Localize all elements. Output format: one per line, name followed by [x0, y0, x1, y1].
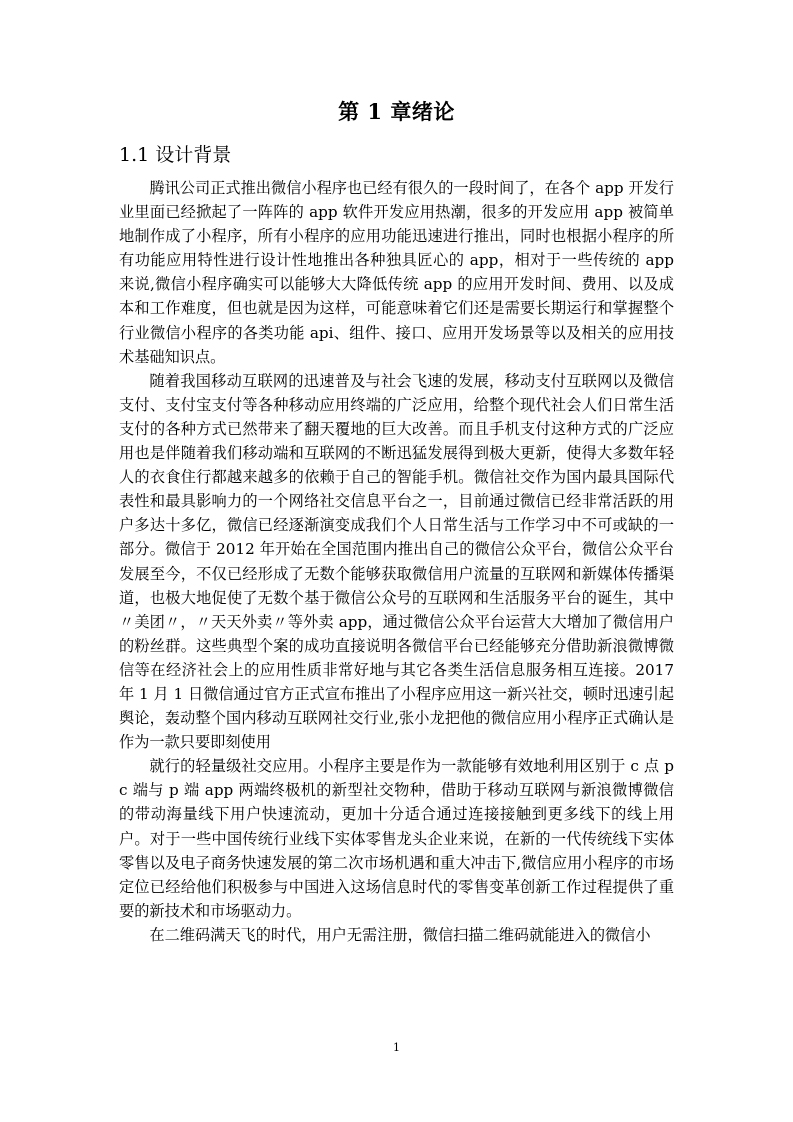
paragraph: 随着我国移动互联网的迅速普及与社会飞速的发展，移动支付互联网以及微信支付、支付宝支付等各种移动应用终端的广泛应用，给整个现代社会人们日常生活支付的各种方式已然带来了翻天覆地的巨大改善。而且手机支付这种方式的广泛应用也是伴随着我们移动端和互联网的不断迅猛发展得到极大更新，使得大多数年轻人的衣食住行都越来越多的依赖于自己的智能手机。微信社交作为国内最具国际代表性和最具影响力的一个网络社交信息平台之一，目前通过微信已经非常活跃的用户多达十多亿，微信已经逐渐演变成我们个人日常生活与工作学习中不可或缺的一部分。微信于 2012 年开始在全国范围内推出自己的微信公众平台，微信公众平台发展至今，不仅已经形成了无数个能够获取微信用户流量的互联网和新媒体传播渠道，也极大地促使了无数个基于微信公众号的互联网和生活服务平台的诞生，其中〃美团〃，〃天天外卖〃等外卖 app，通过微信公众平台运营大大增加了微信用户的粉丝群。这些典型个案的成功直接说明各微信平台已经能够充分借助新浪微博微信等在经济社会上的应用性质非常好地与其它各类生活信息服务相互连接。2017 年 1 月 1 日微信通过官方正式宣布推出了小程序应用这一新兴社交，顿时迅速引起舆论，轰动整个国内移动互联网社交行业,张小龙把他的微信应用小程序正式确认是作为一款只要即刻使用 [119, 371, 675, 752]
chapter-title: 第 1 章绪论 [338, 99, 455, 124]
paragraph: 腾讯公司正式推出微信小程序也已经有很久的一段时间了，在各个 app 开发行业里面已经掀起了一阵阵的 app 软件开发应用热潮，很多的开发应用 app 被简单地制作成了小程序，所有小程序的应用功能迅速进行推出，同时也根据小程序的所有功能应用特性进行设计性地推出各种独具匠心的 app，相对于一些传统的 app 来说,微信小程序确实可以能够大大降低传统 app 的应用开发时间、费用、以及成本和工作难度，但也就是因为这样，可能意味着它们还是需要长期运行和掌握整个行业微信小程序的各类功能 api、组件、接口、应用开发场景等以及相关的应用技术基础知识点。 [119, 179, 674, 366]
section-title: 1.1 设计背景 [119, 144, 232, 166]
paragraph: 在二维码满天飞的时代，用户无需注册，微信扫描二维码就能进入的微信小 [149, 925, 651, 944]
paragraph: 就行的轻量级社交应用。小程序主要是作为一款能够有效地利用区别于 c 点 pc 端与 p 端 app 两端终极机的新型社交物种，借助于移动互联网与新浪微博微信的带动海量线下用户快速流动，更加十分适合通过连接接触到更多线下的线上用户。对于一些中国传统行业线下实体零售龙头企业来说，在新的一代传统线下实体零售以及电子商务快速发展的第二次市场机遇和重大冲击下,微信应用小程序的市场定位已经给他们积极参与中国进入这场信息时代的零售变革创新工作过程提供了重要的新技术和市场驱动力。 [119, 757, 674, 920]
page-number: 1 [393, 1041, 400, 1054]
body-text [119, 176, 674, 947]
